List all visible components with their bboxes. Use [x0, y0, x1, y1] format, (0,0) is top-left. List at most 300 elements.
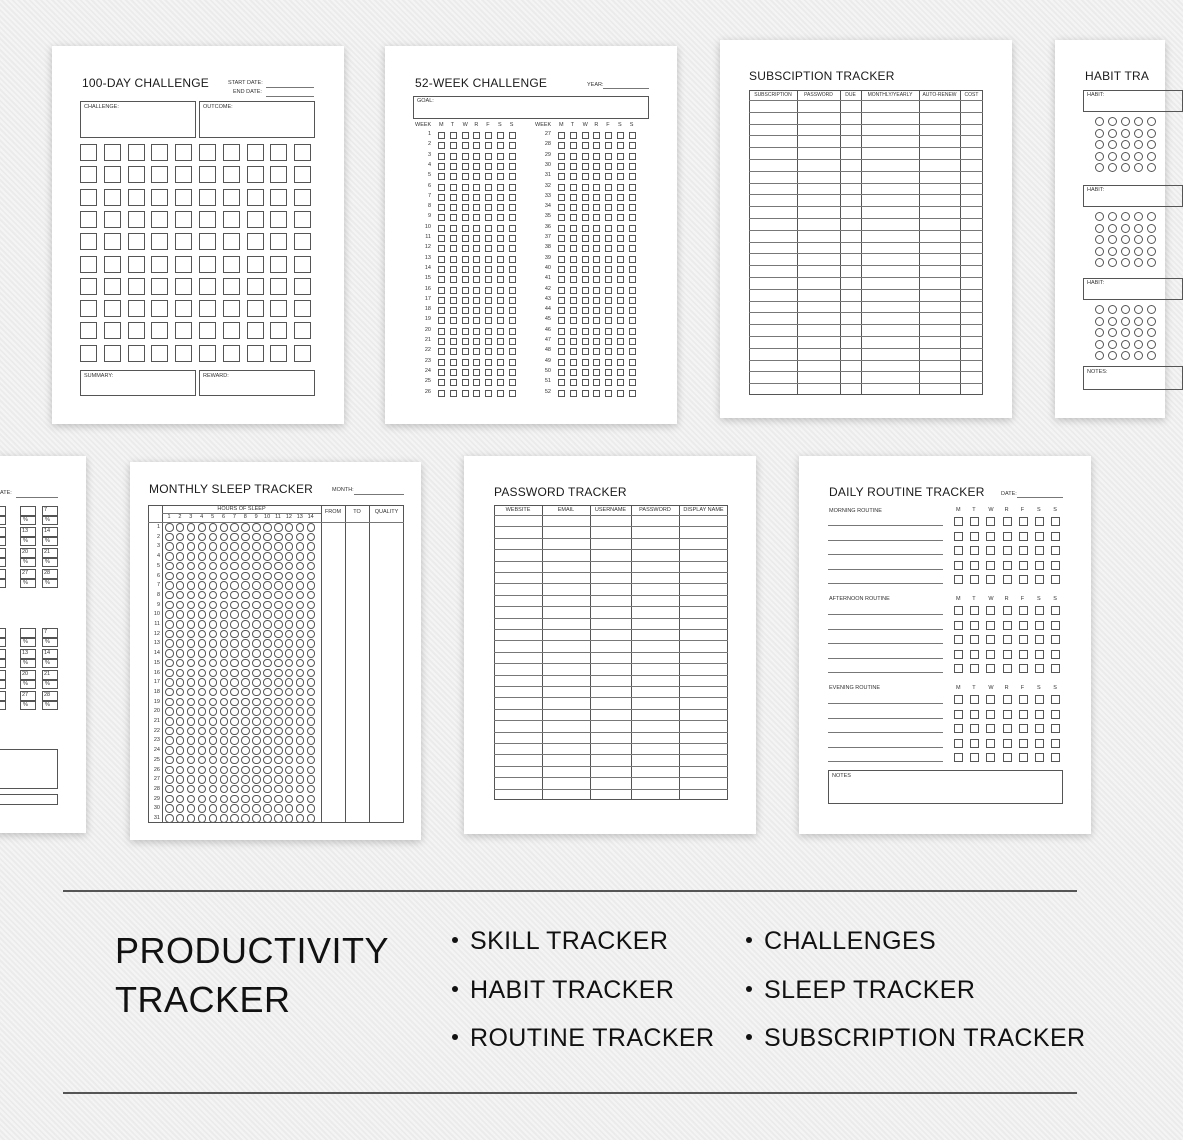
sleep-circle [285, 804, 294, 813]
sleep-circle [263, 601, 272, 610]
week-checkbox [485, 214, 492, 221]
habit-circle [1121, 163, 1130, 172]
week-checkbox [450, 153, 457, 160]
week-checkbox [629, 235, 636, 242]
sleep-circle [263, 572, 272, 581]
week-number: 25 [424, 378, 431, 385]
sleep-circle [176, 804, 185, 813]
sleep-circle [176, 649, 185, 658]
sleep-circle [198, 707, 207, 716]
sleep-circle [165, 552, 174, 561]
day-checkbox [175, 233, 192, 250]
sleep-circle [198, 581, 207, 590]
sleep-circle [274, 795, 283, 804]
routine-checkbox [1051, 664, 1060, 673]
sleep-circle [263, 804, 272, 813]
sleep-circle [209, 581, 218, 590]
week-checkbox [605, 266, 612, 273]
goal-label: GOAL: [417, 98, 434, 104]
week-checkbox [473, 142, 480, 149]
week-checkbox [593, 369, 600, 376]
routine-checkbox [970, 753, 979, 762]
page-title: SUBSCIPTION TRACKER [749, 69, 895, 83]
week-checkbox [570, 194, 577, 201]
habit-circle [1095, 117, 1104, 126]
percent-sign: % [45, 681, 50, 687]
day-checkbox [270, 345, 287, 362]
day-checkbox [199, 144, 216, 161]
habit-circle [1121, 328, 1130, 337]
routine-checkbox [970, 606, 979, 615]
week-checkbox [509, 276, 516, 283]
week-number: 15 [424, 275, 431, 282]
sleep-circle [209, 649, 218, 658]
sleep-circle [230, 804, 239, 813]
sleep-circle [165, 756, 174, 765]
sleep-circle [198, 746, 207, 755]
week-checkbox [497, 184, 504, 191]
week-checkbox [629, 379, 636, 386]
week-checkbox [485, 235, 492, 242]
day-header: S [1053, 507, 1057, 513]
sleep-circle [176, 620, 185, 629]
week-checkbox [450, 256, 457, 263]
week-checkbox [462, 256, 469, 263]
calendar-day: 28 [44, 570, 51, 576]
sleep-circle [263, 630, 272, 639]
habit-circle [1147, 328, 1156, 337]
week-checkbox [509, 163, 516, 170]
sleep-circle [220, 775, 229, 784]
week-checkbox [462, 173, 469, 180]
routine-checkbox [1019, 546, 1028, 555]
sleep-circle [252, 669, 261, 678]
routine-checkbox [1019, 650, 1028, 659]
habit-circle [1147, 340, 1156, 349]
day-checkbox [199, 189, 216, 206]
week-checkbox [617, 173, 624, 180]
sleep-circle [165, 591, 174, 600]
sleep-circle [165, 814, 174, 823]
week-checkbox [617, 359, 624, 366]
sleep-circle [241, 552, 250, 561]
hour-number: 4 [200, 514, 204, 520]
week-checkbox [629, 225, 636, 232]
routine-checkbox [1035, 575, 1044, 584]
routine-checkbox [1035, 650, 1044, 659]
col-divider [345, 505, 346, 823]
sleep-circle [307, 717, 316, 726]
top-divider [63, 890, 1077, 892]
week-checkbox [497, 225, 504, 232]
habit-circle [1121, 247, 1130, 256]
habit-circle [1121, 140, 1130, 149]
hour-number: 11 [275, 514, 281, 520]
week-checkbox [605, 235, 612, 242]
sleep-circle [241, 814, 250, 823]
week-checkbox [605, 132, 612, 139]
routine-line [828, 718, 943, 719]
week-checkbox [509, 379, 516, 386]
sleep-circle [263, 591, 272, 600]
week-checkbox [485, 245, 492, 252]
habit-circle [1147, 140, 1156, 149]
week-checkbox [629, 163, 636, 170]
routine-checkbox [1019, 753, 1028, 762]
day-header: T [972, 685, 976, 691]
day-checkbox [151, 189, 168, 206]
week-checkbox [473, 194, 480, 201]
sleep-circle [296, 610, 305, 619]
week-checkbox [593, 184, 600, 191]
routine-checkbox [954, 575, 963, 584]
week-checkbox [593, 214, 600, 221]
sleep-circle [263, 746, 272, 755]
sleep-circle [307, 552, 316, 561]
sleep-circle [285, 775, 294, 784]
day-number: 21 [153, 718, 160, 724]
day-header: R [1004, 596, 1009, 602]
day-number: 27 [153, 776, 160, 783]
week-checkbox [593, 359, 600, 366]
sleep-circle [230, 601, 239, 610]
habit-circle [1108, 351, 1117, 360]
week-checkbox [450, 194, 457, 201]
week-number: 16 [424, 285, 431, 292]
routine-checkbox [1051, 517, 1060, 526]
routine-checkbox [1019, 621, 1028, 630]
week-checkbox [438, 153, 445, 160]
routine-checkbox [1035, 695, 1044, 704]
week-checkbox [485, 307, 492, 314]
sleep-circle [187, 804, 196, 813]
week-number: 1 [427, 131, 431, 137]
week-checkbox [629, 287, 636, 294]
row-line [494, 606, 728, 607]
day-number: 1 [156, 524, 160, 530]
percent-sign: % [45, 517, 50, 523]
habit-circle [1121, 258, 1130, 267]
day-header: S [498, 122, 502, 128]
routine-checkbox [954, 753, 963, 762]
week-checkbox [450, 225, 457, 232]
sleep-circle [263, 678, 272, 687]
week-checkbox [450, 287, 457, 294]
sleep-circle [252, 707, 261, 716]
week-number: 49 [544, 357, 551, 364]
sleep-circle [285, 581, 294, 590]
sleep-circle [187, 814, 196, 823]
week-checkbox [582, 379, 589, 386]
sleep-circle [274, 562, 283, 571]
routine-checkbox [1003, 650, 1012, 659]
routine-checkbox [1035, 724, 1044, 733]
sleep-circle [285, 746, 294, 755]
sleep-circle [209, 746, 218, 755]
sleep-circle [241, 542, 250, 551]
week-checkbox [617, 225, 624, 232]
calendar-day: 14 [44, 528, 51, 534]
day-checkbox [151, 233, 168, 250]
day-number: 13 [153, 640, 160, 647]
week-checkbox [485, 348, 492, 355]
routine-checkbox [1003, 621, 1012, 630]
sleep-circle [230, 523, 239, 532]
routine-checkbox [954, 635, 963, 644]
week-number: 45 [544, 316, 551, 323]
sleep-circle [165, 766, 174, 775]
sleep-circle [296, 620, 305, 629]
day-checkbox [247, 211, 264, 228]
day-number: 17 [153, 679, 160, 686]
row-line [494, 583, 728, 584]
week-checkbox [438, 204, 445, 211]
week-checkbox [473, 390, 480, 397]
week-checkbox [509, 297, 516, 304]
week-checkbox [570, 163, 577, 170]
week-checkbox [462, 369, 469, 376]
week-checkbox [558, 194, 565, 201]
habit-circle [1108, 305, 1117, 314]
sleep-circle [220, 746, 229, 755]
routine-checkbox [970, 739, 979, 748]
sleep-circle [230, 659, 239, 668]
day-checkbox [80, 211, 97, 228]
week-checkbox [558, 173, 565, 180]
week-checkbox [485, 132, 492, 139]
habit-circle [1108, 140, 1117, 149]
week-checkbox [462, 359, 469, 366]
row-line [494, 526, 728, 527]
day-checkbox [223, 166, 240, 183]
sleep-circle [165, 542, 174, 551]
habit-circle [1134, 258, 1143, 267]
week-checkbox [617, 348, 624, 355]
sleep-circle [209, 523, 218, 532]
week-checkbox [485, 184, 492, 191]
sleep-circle [241, 785, 250, 794]
habit-circle [1121, 129, 1130, 138]
day-header: F [486, 122, 490, 128]
sleep-circle [176, 775, 185, 784]
routine-checkbox [970, 635, 979, 644]
habit-circle [1121, 117, 1130, 126]
routine-checkbox [986, 739, 995, 748]
week-checkbox [629, 184, 636, 191]
week-checkbox [582, 184, 589, 191]
percent-sign: % [45, 660, 50, 666]
end-date-label: END DATE: [233, 89, 262, 95]
day-checkbox [104, 345, 121, 362]
day-header: S [1037, 507, 1041, 513]
calendar-day: 13 [22, 650, 29, 656]
routine-checkbox [986, 710, 995, 719]
week-checkbox [617, 194, 624, 201]
day-checkbox [128, 345, 145, 362]
day-checkbox [104, 211, 121, 228]
habit-circle [1147, 247, 1156, 256]
row-line [494, 629, 728, 630]
sleep-circle [274, 736, 283, 745]
sleep-circle [187, 523, 196, 532]
week-checkbox [582, 276, 589, 283]
row-line [749, 242, 983, 243]
day-header: M [559, 122, 564, 128]
sleep-circle [230, 766, 239, 775]
week-checkbox [558, 163, 565, 170]
week-checkbox [438, 348, 445, 355]
routine-checkbox [986, 546, 995, 555]
week-checkbox [570, 256, 577, 263]
habit-circle [1134, 235, 1143, 244]
day-number: 18 [153, 688, 160, 695]
habit-circle [1095, 235, 1104, 244]
routine-line [828, 658, 943, 659]
habit-circle [1134, 340, 1143, 349]
routine-checkbox [1003, 695, 1012, 704]
week-checkbox [582, 132, 589, 139]
week-checkbox [485, 194, 492, 201]
week-number: 12 [424, 244, 431, 251]
hour-number: 14 [307, 514, 314, 520]
week-number: 36 [544, 223, 551, 230]
sleep-circle [252, 649, 261, 658]
week-checkbox [485, 204, 492, 211]
day-header: W [582, 122, 588, 128]
week-checkbox [617, 256, 624, 263]
week-checkbox [629, 359, 636, 366]
week-checkbox [629, 317, 636, 324]
routine-line [828, 614, 943, 615]
sleep-circle [263, 533, 272, 542]
week-checkbox [605, 369, 612, 376]
day-number: 28 [153, 785, 160, 792]
row-line [749, 383, 983, 384]
sleep-circle [285, 523, 294, 532]
week-checkbox [438, 173, 445, 180]
sleep-circle [263, 610, 272, 619]
routine-checkbox [1051, 650, 1060, 659]
week-checkbox [473, 287, 480, 294]
routine-line [828, 732, 943, 733]
week-checkbox [438, 132, 445, 139]
sleep-circle [252, 572, 261, 581]
row-line [749, 112, 983, 113]
sleep-circle [274, 688, 283, 697]
week-checkbox [462, 266, 469, 273]
bullet-icon [746, 1034, 752, 1040]
week-checkbox [617, 317, 624, 324]
habit-circle [1121, 340, 1130, 349]
sleep-circle [274, 639, 283, 648]
day-checkbox [247, 144, 264, 161]
sleep-circle [230, 727, 239, 736]
day-checkbox [223, 322, 240, 339]
week-checkbox [473, 214, 480, 221]
habit-circle [1095, 224, 1104, 233]
sleep-circle [296, 746, 305, 755]
day-number: 15 [153, 659, 160, 666]
habit-label: HABIT: [1087, 92, 1105, 98]
week-checkbox [605, 184, 612, 191]
day-checkbox [270, 189, 287, 206]
habit-circle [1134, 117, 1143, 126]
routine-checkbox [970, 695, 979, 704]
sleep-circle [307, 610, 316, 619]
sleep-circle [220, 630, 229, 639]
routine-checkbox [1051, 635, 1060, 644]
sleep-circle [187, 775, 196, 784]
percent-sign: % [23, 517, 28, 523]
routine-checkbox [1051, 695, 1060, 704]
week-checkbox [473, 348, 480, 355]
week-checkbox [617, 184, 624, 191]
week-number: 23 [424, 357, 431, 364]
week-checkbox [509, 328, 516, 335]
sleep-circle [252, 688, 261, 697]
week-checkbox [473, 359, 480, 366]
sleep-circle [165, 581, 174, 590]
calendar-cell [0, 680, 6, 689]
page-title: DAILY ROUTINE TRACKER [829, 485, 985, 499]
sleep-circle [220, 649, 229, 658]
sleep-circle [241, 707, 250, 716]
day-header: S [509, 122, 514, 128]
day-checkbox [270, 278, 287, 295]
day-number: 5 [156, 562, 160, 569]
sleep-circle [252, 620, 261, 629]
bullet-icon [746, 937, 752, 943]
day-header: S [1053, 685, 1057, 691]
week-checkbox [509, 245, 516, 252]
routine-checkbox [1051, 575, 1060, 584]
sleep-circle [165, 620, 174, 629]
routine-checkbox [954, 664, 963, 673]
day-checkbox [80, 322, 97, 339]
sleep-circle [220, 523, 229, 532]
calendar-cell [0, 537, 6, 546]
habit-circle [1108, 212, 1117, 221]
hour-number: 3 [189, 514, 193, 520]
week-number: 19 [424, 316, 431, 323]
week-checkbox [582, 256, 589, 263]
hour-number: 13 [296, 514, 303, 520]
sleep-circle [241, 659, 250, 668]
sleep-circle [252, 562, 261, 571]
day-checkbox [294, 189, 311, 206]
sleep-circle [165, 678, 174, 687]
routine-checkbox [1003, 532, 1012, 541]
day-checkbox [175, 211, 192, 228]
day-number: 12 [153, 630, 160, 637]
calendar-day: 20 [22, 671, 29, 677]
sleep-circle [176, 814, 185, 823]
calendar-cell [0, 638, 6, 647]
week-checkbox [485, 338, 492, 345]
week-checkbox [438, 317, 445, 324]
routine-checkbox [986, 635, 995, 644]
week-checkbox [605, 153, 612, 160]
week-checkbox [617, 153, 624, 160]
sleep-circle [263, 727, 272, 736]
week-checkbox [485, 369, 492, 376]
row-line [494, 538, 728, 539]
week-checkbox [485, 266, 492, 273]
sleep-circle [220, 533, 229, 542]
day-number: 22 [153, 727, 160, 734]
week-checkbox [605, 297, 612, 304]
week-checkbox [582, 338, 589, 345]
